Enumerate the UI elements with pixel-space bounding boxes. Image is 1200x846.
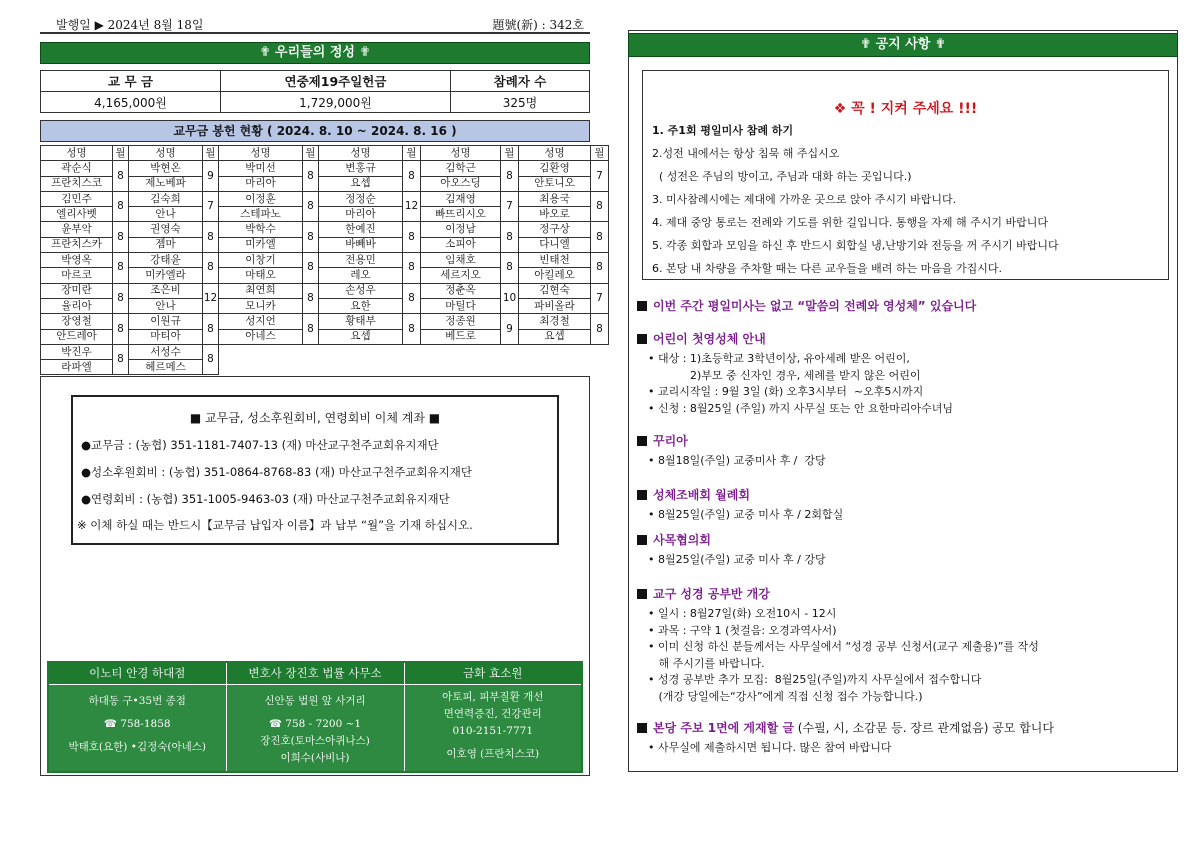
notice-line: 4. 제대 중앙 통로는 전례와 기도를 위한 길입니다. 통행을 자제 해 주시기 바랍니다 (652, 216, 1048, 229)
months-count: 8 (303, 283, 319, 314)
section-item: • 이미 신청 하신 분들께서는 사무실에서 “성경 공부 신청서(교구 제출용)”를 작성 (648, 640, 1039, 653)
months-count: 8 (203, 314, 219, 345)
tithe-roster-table (40, 145, 609, 375)
account-line: ●연령회비 : (농협) 351-1005-9463-03 (재) 마산교구천주교회유지재단 (81, 492, 450, 506)
baptismal-name: 제노베파 (129, 176, 203, 191)
ad-name: 변호사 장진호 법률 사무소 (226, 662, 404, 684)
baptismal-name: 마르코 (41, 268, 113, 283)
baptismal-name: 빠뜨리시오 (421, 207, 501, 222)
baptismal-name: 프란치스카 (41, 237, 113, 252)
ad-details (404, 684, 582, 772)
months-count: 8 (403, 253, 421, 284)
section-item: • 교리시작일 : 9월 3일 (화) 오후3시부터 ~오후5시까지 (648, 385, 924, 398)
baptismal-name: 마티아 (129, 329, 203, 344)
baptismal-name: 프란치스코 (41, 176, 113, 191)
ad-phone: 010-2151-7771 (452, 724, 534, 737)
section-title (637, 486, 750, 503)
months-count: 8 (113, 253, 129, 284)
ad-phone: ☎ 758-1858 (103, 717, 171, 730)
months-count: 9 (203, 161, 219, 192)
months-count: 8 (591, 314, 609, 345)
notice-line: 1. 주1회 평일미사 참례 하기 (652, 124, 794, 137)
months-count: 8 (501, 222, 519, 253)
roster-row (41, 222, 609, 237)
ad-line: 하대동 구•35번 종점 (88, 694, 186, 707)
offerings-summary-table (40, 70, 590, 113)
months-count: 8 (403, 161, 421, 192)
roster-header: 월 (303, 146, 319, 161)
square-bullet-icon (637, 334, 647, 344)
section-title-text: 사목협의회 (653, 533, 711, 547)
section-item: • 8월18일(주일) 교중미사 후 / 강당 (648, 454, 826, 467)
summary-value: 4,165,000원 (41, 92, 221, 113)
member-name: 이창기 (219, 253, 303, 268)
section-item: (개강 당일에는“강사”에게 직접 신청 접수 가능합니다.) (648, 689, 923, 703)
member-name: 김민주 (41, 191, 113, 206)
section-title-text: 본당 주보 1면에 게재할 글 (653, 721, 794, 735)
member-name: 김환영 (519, 161, 591, 176)
member-name: 윤부악 (41, 222, 113, 237)
member-name: 정종원 (421, 314, 501, 329)
ad-name: 금화 효소원 (404, 662, 582, 684)
baptismal-name: 마리아 (319, 207, 403, 222)
section-title (637, 531, 711, 548)
roster-header: 월 (501, 146, 519, 161)
member-name: 전용민 (319, 253, 403, 268)
member-name: 권영숙 (129, 222, 203, 237)
baptismal-name: 안드레아 (41, 329, 113, 344)
baptismal-name: 안나 (129, 207, 203, 222)
square-bullet-icon (637, 723, 647, 733)
member-name: 성지언 (219, 314, 303, 329)
months-count: 12 (403, 191, 421, 222)
baptismal-name: 안나 (129, 298, 203, 313)
months-count: 8 (501, 161, 519, 192)
months-count: 8 (203, 344, 219, 375)
months-count: 7 (591, 283, 609, 314)
baptismal-name: 바빼바 (319, 237, 403, 252)
months-count: 8 (591, 222, 609, 253)
section-title-text: 어린이 첫영성체 안내 (653, 332, 766, 346)
accounts-title: ■ 교무금, 성소후원회비, 연령회비 이체 계좌 ■ (189, 411, 441, 425)
roster-row (41, 253, 609, 268)
months-count: 8 (403, 283, 421, 314)
section-title (637, 297, 976, 314)
baptismal-name: 소피아 (421, 237, 501, 252)
section-title (637, 719, 1054, 736)
roster-header: 성명 (319, 146, 403, 161)
baptismal-name: 마리아 (219, 176, 303, 191)
ad-owner: 박태호(요한) •김정숙(아네스) (68, 740, 206, 753)
months-count: 8 (113, 161, 129, 192)
must-keep-box (642, 70, 1169, 280)
months-count: 12 (203, 283, 219, 314)
issue-date: 발행일 ▶ 2024년 8월 18일 (56, 18, 204, 32)
summary-header: 교 무 금 (41, 71, 221, 92)
baptismal-name: 베드로 (421, 329, 501, 344)
section-title (637, 330, 766, 347)
section-item: • 8월25일(주일) 교중 미사 후 / 2회합실 (648, 508, 844, 521)
summary-header: 참례자 수 (451, 71, 590, 92)
baptismal-name: 마태오 (219, 268, 303, 283)
notice-line: 2.성전 내에서는 항상 침묵 해 주십시오 (652, 147, 840, 160)
member-name: 김숙희 (129, 191, 203, 206)
section-item: • 일시 : 8월27일(화) 오전10시 - 12시 (648, 607, 837, 620)
account-note: ※ 이체 하실 때는 반드시【교무금 납입자 이름】과 납부 “월”을 기재 하십시오. (77, 518, 473, 532)
ad-line: 면연력증진, 건강관리 (443, 707, 542, 720)
baptismal-name: 바오로 (519, 207, 591, 222)
roster-header: 성명 (219, 146, 303, 161)
member-name: 임채호 (421, 253, 501, 268)
baptismal-name: 엘리사벳 (41, 207, 113, 222)
baptismal-name: 헤르메스 (129, 360, 203, 375)
months-count: 8 (403, 222, 421, 253)
baptismal-name: 아킬레오 (519, 268, 591, 283)
member-name: 빈태천 (519, 253, 591, 268)
member-name: 최용국 (519, 191, 591, 206)
months-count: 8 (113, 191, 129, 222)
member-name: 김현숙 (519, 283, 591, 298)
baptismal-name: 아네스 (219, 329, 303, 344)
member-name: 손성우 (319, 283, 403, 298)
baptismal-name: 다니엘 (519, 237, 591, 252)
member-name: 박진우 (41, 344, 113, 359)
baptismal-name: 요셉 (319, 176, 403, 191)
member-name: 정구상 (519, 222, 591, 237)
square-bullet-icon (637, 301, 647, 311)
section-item: • 과목 : 구약 1 (첫걸음: 오경과역사서) (648, 623, 837, 637)
roster-header: 성명 (519, 146, 591, 161)
member-name: 정정순 (319, 191, 403, 206)
months-count: 8 (303, 222, 319, 253)
baptismal-name: 레오 (319, 268, 403, 283)
ad-line: 신안동 법원 앞 사거리 (264, 694, 366, 707)
empty-cell (219, 344, 319, 359)
member-name: 박학수 (219, 222, 303, 237)
baptismal-name: 스테파노 (219, 207, 303, 222)
offerings-title: ✟ 우리들의 정성 ✟ (40, 42, 590, 64)
ad-phone: ☎ 758 - 7200 ~1 (268, 717, 362, 730)
baptismal-name: 세르지오 (421, 268, 501, 283)
ad-owner: 이희수(사비나) (280, 751, 350, 764)
member-name: 강태윤 (129, 253, 203, 268)
months-count: 8 (403, 314, 421, 345)
months-count: 8 (203, 222, 219, 253)
roster-header: 월 (403, 146, 421, 161)
baptismal-name: 안토니오 (519, 176, 591, 191)
baptismal-name: 요셉 (519, 329, 591, 344)
advertisement-table (47, 661, 583, 773)
ad-name: 이노티 안경 하대점 (48, 662, 226, 684)
member-name: 이정훈 (219, 191, 303, 206)
ad-details (226, 684, 404, 772)
member-name: 황태부 (319, 314, 403, 329)
months-count: 8 (303, 191, 319, 222)
roster-header: 성명 (129, 146, 203, 161)
empty-cell (421, 344, 519, 359)
section-item: • 사무실에 제출하시면 됩니다. 많은 참여 바랍니다 (648, 741, 892, 754)
member-name: 변홍규 (319, 161, 403, 176)
roster-row (41, 344, 609, 359)
roster-header: 성명 (41, 146, 113, 161)
issue-number: 題號(新) : 342호 (492, 18, 584, 32)
months-count: 10 (501, 283, 519, 314)
months-count: 7 (203, 191, 219, 222)
summary-value: 1,729,000원 (221, 92, 451, 113)
months-count: 8 (203, 253, 219, 284)
section-item: • 성경 공부반 추가 모집: 8월25일(주일)까지 사무실에서 접수합니다 (648, 673, 982, 686)
section-item: • 대상 : 1)초등학교 3학년이상, 유아세례 받은 어린이, (648, 352, 910, 365)
roster-row (41, 161, 609, 176)
empty-cell (219, 360, 319, 375)
months-count: 7 (591, 161, 609, 192)
member-name: 김학근 (421, 161, 501, 176)
member-name: 이정남 (421, 222, 501, 237)
empty-cell (421, 360, 519, 375)
roster-header: 월 (113, 146, 129, 161)
member-name: 정춘옥 (421, 283, 501, 298)
months-count: 7 (501, 191, 519, 222)
member-name: 최연희 (219, 283, 303, 298)
roster-row (41, 283, 609, 298)
months-count: 8 (113, 314, 129, 345)
section-item: 해 주시기를 바랍니다. (648, 656, 765, 670)
roster-header: 성명 (421, 146, 501, 161)
baptismal-name: 모니카 (219, 298, 303, 313)
account-line: ●교무금 : (농협) 351-1181-7407-13 (재) 마산교구천주교회유지재단 (81, 438, 439, 452)
baptismal-name: 요한 (319, 298, 403, 313)
empty-cell (319, 360, 421, 375)
member-name: 장미란 (41, 283, 113, 298)
baptismal-name: 율리아 (41, 298, 113, 313)
ad-line: 아토피, 피부질환 개선 (442, 690, 544, 703)
months-count: 8 (303, 161, 319, 192)
ad-owner: 이호영 (프란치스코) (446, 747, 540, 760)
member-name: 박영옥 (41, 253, 113, 268)
baptismal-name: 아오스딩 (421, 176, 501, 191)
section-title-text: 성체조배회 월례회 (653, 488, 750, 502)
months-count: 8 (113, 344, 129, 375)
months-count: 9 (501, 314, 519, 345)
baptismal-name: 젬마 (129, 237, 203, 252)
months-count: 8 (303, 314, 319, 345)
baptismal-name: 라파엘 (41, 360, 113, 375)
summary-header: 연중제19주일헌금 (221, 71, 451, 92)
baptismal-name: 미카엘 (219, 237, 303, 252)
notice-line: 3. 미사참례시에는 제대에 가까운 곳으로 앉아 주시기 바랍니다. (652, 193, 957, 206)
ad-owner: 장진호(토마스아퀴나스) (260, 734, 370, 747)
roster-row (41, 314, 609, 329)
square-bullet-icon (637, 436, 647, 446)
section-item: 2)부모 중 신자인 경우, 세례를 받지 않은 어린이 (648, 368, 921, 382)
member-name: 한예진 (319, 222, 403, 237)
must-keep-heading: ❖ 꼭 ! 지켜 주세요 !!! (833, 101, 978, 117)
section-title-text: 이번 주간 평일미사는 없고 “말씀의 전례와 영성체” 있습니다 (653, 299, 977, 313)
empty-cell (519, 344, 609, 359)
months-count: 8 (113, 283, 129, 314)
member-name: 이원규 (129, 314, 203, 329)
square-bullet-icon (637, 535, 647, 545)
roster-header: 월 (591, 146, 609, 161)
member-name: 박현온 (129, 161, 203, 176)
square-bullet-icon (637, 490, 647, 500)
months-count: 8 (303, 253, 319, 284)
section-item: • 8월25일(주일) 교중 미사 후 / 강당 (648, 553, 826, 566)
months-count: 8 (501, 253, 519, 284)
bank-accounts-box (71, 395, 559, 545)
months-count: 8 (591, 191, 609, 222)
square-bullet-icon (637, 589, 647, 599)
section-title-text: 꾸리아 (653, 434, 688, 448)
empty-cell (519, 360, 609, 375)
months-count: 8 (113, 222, 129, 253)
section-title (637, 585, 770, 602)
roster-row (41, 191, 609, 206)
member-name: 최경철 (519, 314, 591, 329)
member-name: 김재영 (421, 191, 501, 206)
baptismal-name: 마틸다 (421, 298, 501, 313)
lower-left-panel (40, 376, 590, 776)
tithe-status-title: 교무금 봉헌 현황 ( 2024. 8. 10 ~ 2024. 8. 16 ) (40, 120, 590, 142)
notice-line: 5. 각종 회합과 모임을 하신 후 반드시 회합실 냉,난방기와 전등을 꺼 주시기 바랍니다 (652, 239, 1059, 252)
section-title-text: 교구 성경 공부반 개강 (653, 587, 770, 601)
member-name: 장영철 (41, 314, 113, 329)
section-item: • 신청 : 8월25일 (주일) 까지 사무실 또는 안 요한마리아수녀님 (648, 401, 954, 415)
member-name: 서성수 (129, 344, 203, 359)
notice-line: 6. 본당 내 차량을 주차할 때는 다른 교우들을 배려 하는 마음을 가집시다. (652, 262, 1002, 275)
baptismal-name: 파비올라 (519, 298, 591, 313)
baptismal-name: 미카엘라 (129, 268, 203, 283)
summary-value: 325명 (451, 92, 590, 113)
member-name: 조은비 (129, 283, 203, 298)
section-title (637, 432, 688, 449)
member-name: 박미선 (219, 161, 303, 176)
notice-line: ( 성전은 주님의 방이고, 주님과 대화 하는 곳입니다.) (652, 170, 912, 183)
months-count: 8 (591, 253, 609, 284)
section-title-extra: (수필, 시, 소감문 등. 장르 관계없음) 공모 합니다 (793, 721, 1054, 735)
member-name: 곽순식 (41, 161, 113, 176)
issue-header (40, 12, 590, 34)
empty-cell (319, 344, 421, 359)
roster-header: 월 (203, 146, 219, 161)
ad-details (48, 684, 226, 772)
account-line: ●성소후원회비 : (농협) 351-0864-8768-83 (재) 마산교구천주교회유지재단 (81, 465, 472, 479)
baptismal-name: 요셉 (319, 329, 403, 344)
notices-title: ✟ 공지 사항 ✟ (628, 33, 1178, 57)
